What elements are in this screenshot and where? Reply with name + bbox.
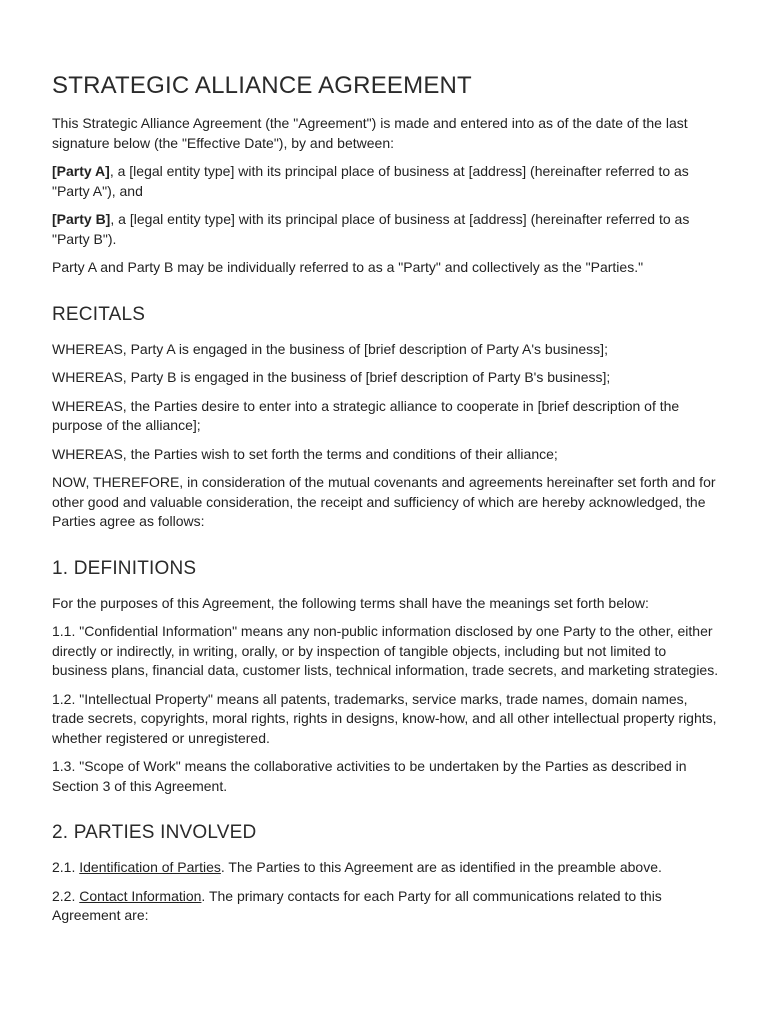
recital-item: WHEREAS, the Parties desire to enter into a strategic alliance to cooperate in [brief description of the purpose of the alliance]; <box>52 397 680 433</box>
party-b-text: , a [legal entity type] with its principal place of business at [address] (hereinafter referred to as "Party B"). <box>52 211 690 247</box>
clause-text: . The Parties to this Agreement are as identified in the preamble above. <box>220 859 662 875</box>
party-a-paragraph <box>52 162 722 201</box>
party-a-label: [Party A] <box>52 163 110 179</box>
recital-item: WHEREAS, Party A is engaged in the business of [brief description of Party A's business]; <box>52 340 608 357</box>
clause-title: Contact Information <box>79 887 202 904</box>
clause-title: Identification of Parties <box>79 859 221 875</box>
clause-2-1 <box>52 858 722 878</box>
party-a-text: , a [legal entity type] with its principal place of business at [address] (hereinafter referred to as "Party A"), and <box>52 163 689 199</box>
definitions-heading: 1. DEFINITIONS <box>52 557 197 579</box>
clause-2-2 <box>52 887 722 926</box>
clause-text: . The primary contacts for each Party for all communications related to this Agreement are: <box>52 887 662 923</box>
party-b-label: [Party B] <box>52 211 111 227</box>
intro-paragraph: This Strategic Alliance Agreement (the "Agreement") is made and entered into as of the date of the last signature below (the "Effective Date"), by and between: <box>52 115 688 151</box>
clause-number: 2.2. <box>52 887 80 904</box>
recitals-heading: RECITALS <box>52 303 146 325</box>
definition-item: 1.2. "Intellectual Property" means all patents, trademarks, service marks, trade names, domain names, trade secrets, copyrights, moral rights, rights in designs, know-how, and all other intellectual property rights, whether registered or unregistered. <box>52 690 717 746</box>
parties-heading: 2. PARTIES INVOLVED <box>52 822 257 843</box>
definition-item: 1.1. "Confidential Information" means any non-public information disclosed by one Party to the other, either directly or indirectly, in writing, orally, or by inspection of tangible objects, including but not limited to business plans, financial data, customer lists, technical information, trade secrets, and marketing strategies. <box>52 623 719 678</box>
document-title: STRATEGIC ALLIANCE AGREEMENT <box>52 72 472 99</box>
definition-item: 1.3. "Scope of Work" means the collaborative activities to be undertaken by the Parties as described in Section 3 of this Agreement. <box>52 758 687 794</box>
recital-item: NOW, THEREFORE, in consideration of the mutual covenants and agreements hereinafter set forth and for other good and valuable consideration, the receipt and sufficiency of which are hereby acknowledged, the Parties agree as follows: <box>52 474 716 529</box>
recital-item: WHEREAS, Party B is engaged in the business of [brief description of Party B's business]; <box>52 369 611 385</box>
definitions-intro: For the purposes of this Agreement, the following terms shall have the meanings set forth below: <box>52 594 649 611</box>
party-b-paragraph <box>52 210 722 249</box>
clause-number: 2.1. <box>52 859 80 875</box>
document-page <box>52 72 722 935</box>
recital-item: WHEREAS, the Parties wish to set forth the terms and conditions of their alliance; <box>52 445 558 462</box>
parties-definition-paragraph: Party A and Party B may be individually referred to as a "Party" and collectively as the "Parties." <box>52 259 644 275</box>
